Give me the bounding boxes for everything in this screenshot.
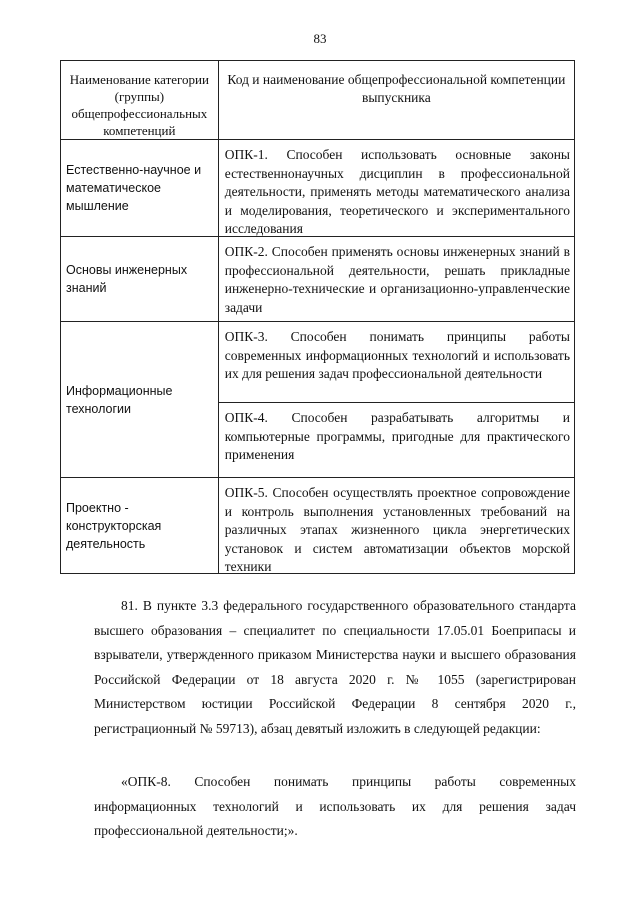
competence-cell	[218, 478, 574, 574]
header-cell-category	[61, 61, 219, 140]
category-text: Основы инженерных знаний	[66, 263, 188, 295]
category-text: Информационные технологии	[66, 383, 173, 416]
category-text: Проектно - конструкторская деятельность	[66, 500, 162, 551]
category-cell	[61, 140, 219, 237]
table-row	[61, 237, 575, 322]
competence-cell	[218, 140, 574, 237]
paragraph-81: 81. В пункте 3.3 федерального государственного образовательного стандарта высшего образования – специалитет по специальности 17.05.01 Боеприпасы и взрыватели, утвержденного приказом Министерства науки и высшего образования Российской Федерации от 18 августа 2020 г. № 1055 (зарегистрирован Министерством юстиции Российской Федерации 8 сентября 2020 г., регистрационный № 59713), абзац девятый изложить в следующей редакции:	[94, 598, 576, 736]
competence-text-opk5: ОПК-5. Способен осуществлять проектное сопровождение и контроль выполнения установленных требований на различных этапах жизненного цикла энергетических установок и систем автоматизации объектов морской техники	[224, 485, 570, 574]
table-row	[61, 478, 575, 574]
paragraph-quote: «ОПК-8. Способен понимать принципы работы современных информационных технологий и использовать их для решения задач профессиональной деятельности;».	[94, 774, 576, 838]
table-row	[61, 140, 575, 237]
competence-text-opk1: ОПК-1. Способен использовать основные законы естественнонаучных дисциплин в профессиональной деятельности, применять методы математического анализа и моделирования, теоретического и экспериментального исследования	[224, 147, 570, 236]
competence-text-opk2: ОПК-2. Способен применять основы инженерных знаний в профессиональной деятельности, решать прикладные инженерно-технические и организационно-управленческие задачи	[224, 244, 570, 315]
competence-cell	[218, 322, 574, 403]
table-row	[61, 322, 575, 403]
header-category-text: Наименование категории (группы) общепрофессиональных компетенций	[69, 72, 209, 138]
category-cell	[61, 237, 219, 322]
competence-cell	[218, 403, 574, 478]
category-cell	[61, 478, 219, 574]
table-header-row	[61, 61, 575, 140]
page-number: 83	[313, 31, 327, 46]
category-cell	[61, 322, 219, 478]
competencies-table	[60, 60, 575, 574]
header-cell-competence	[218, 61, 574, 140]
competence-text-opk4: ОПК-4. Способен разрабатывать алгоритмы и компьютерные программы, пригодные для практического применения	[224, 410, 570, 462]
category-text: Естественно-научное и математическое мышление	[66, 163, 202, 213]
competence-cell	[218, 237, 574, 322]
header-competence-text: Код и наименование общепрофессиональной компетенции выпускника	[227, 72, 566, 105]
competence-text-opk3: ОПК-3. Способен понимать принципы работы современных информационных технологий и использовать их для решения задач профессиональной деятельности	[224, 329, 570, 381]
